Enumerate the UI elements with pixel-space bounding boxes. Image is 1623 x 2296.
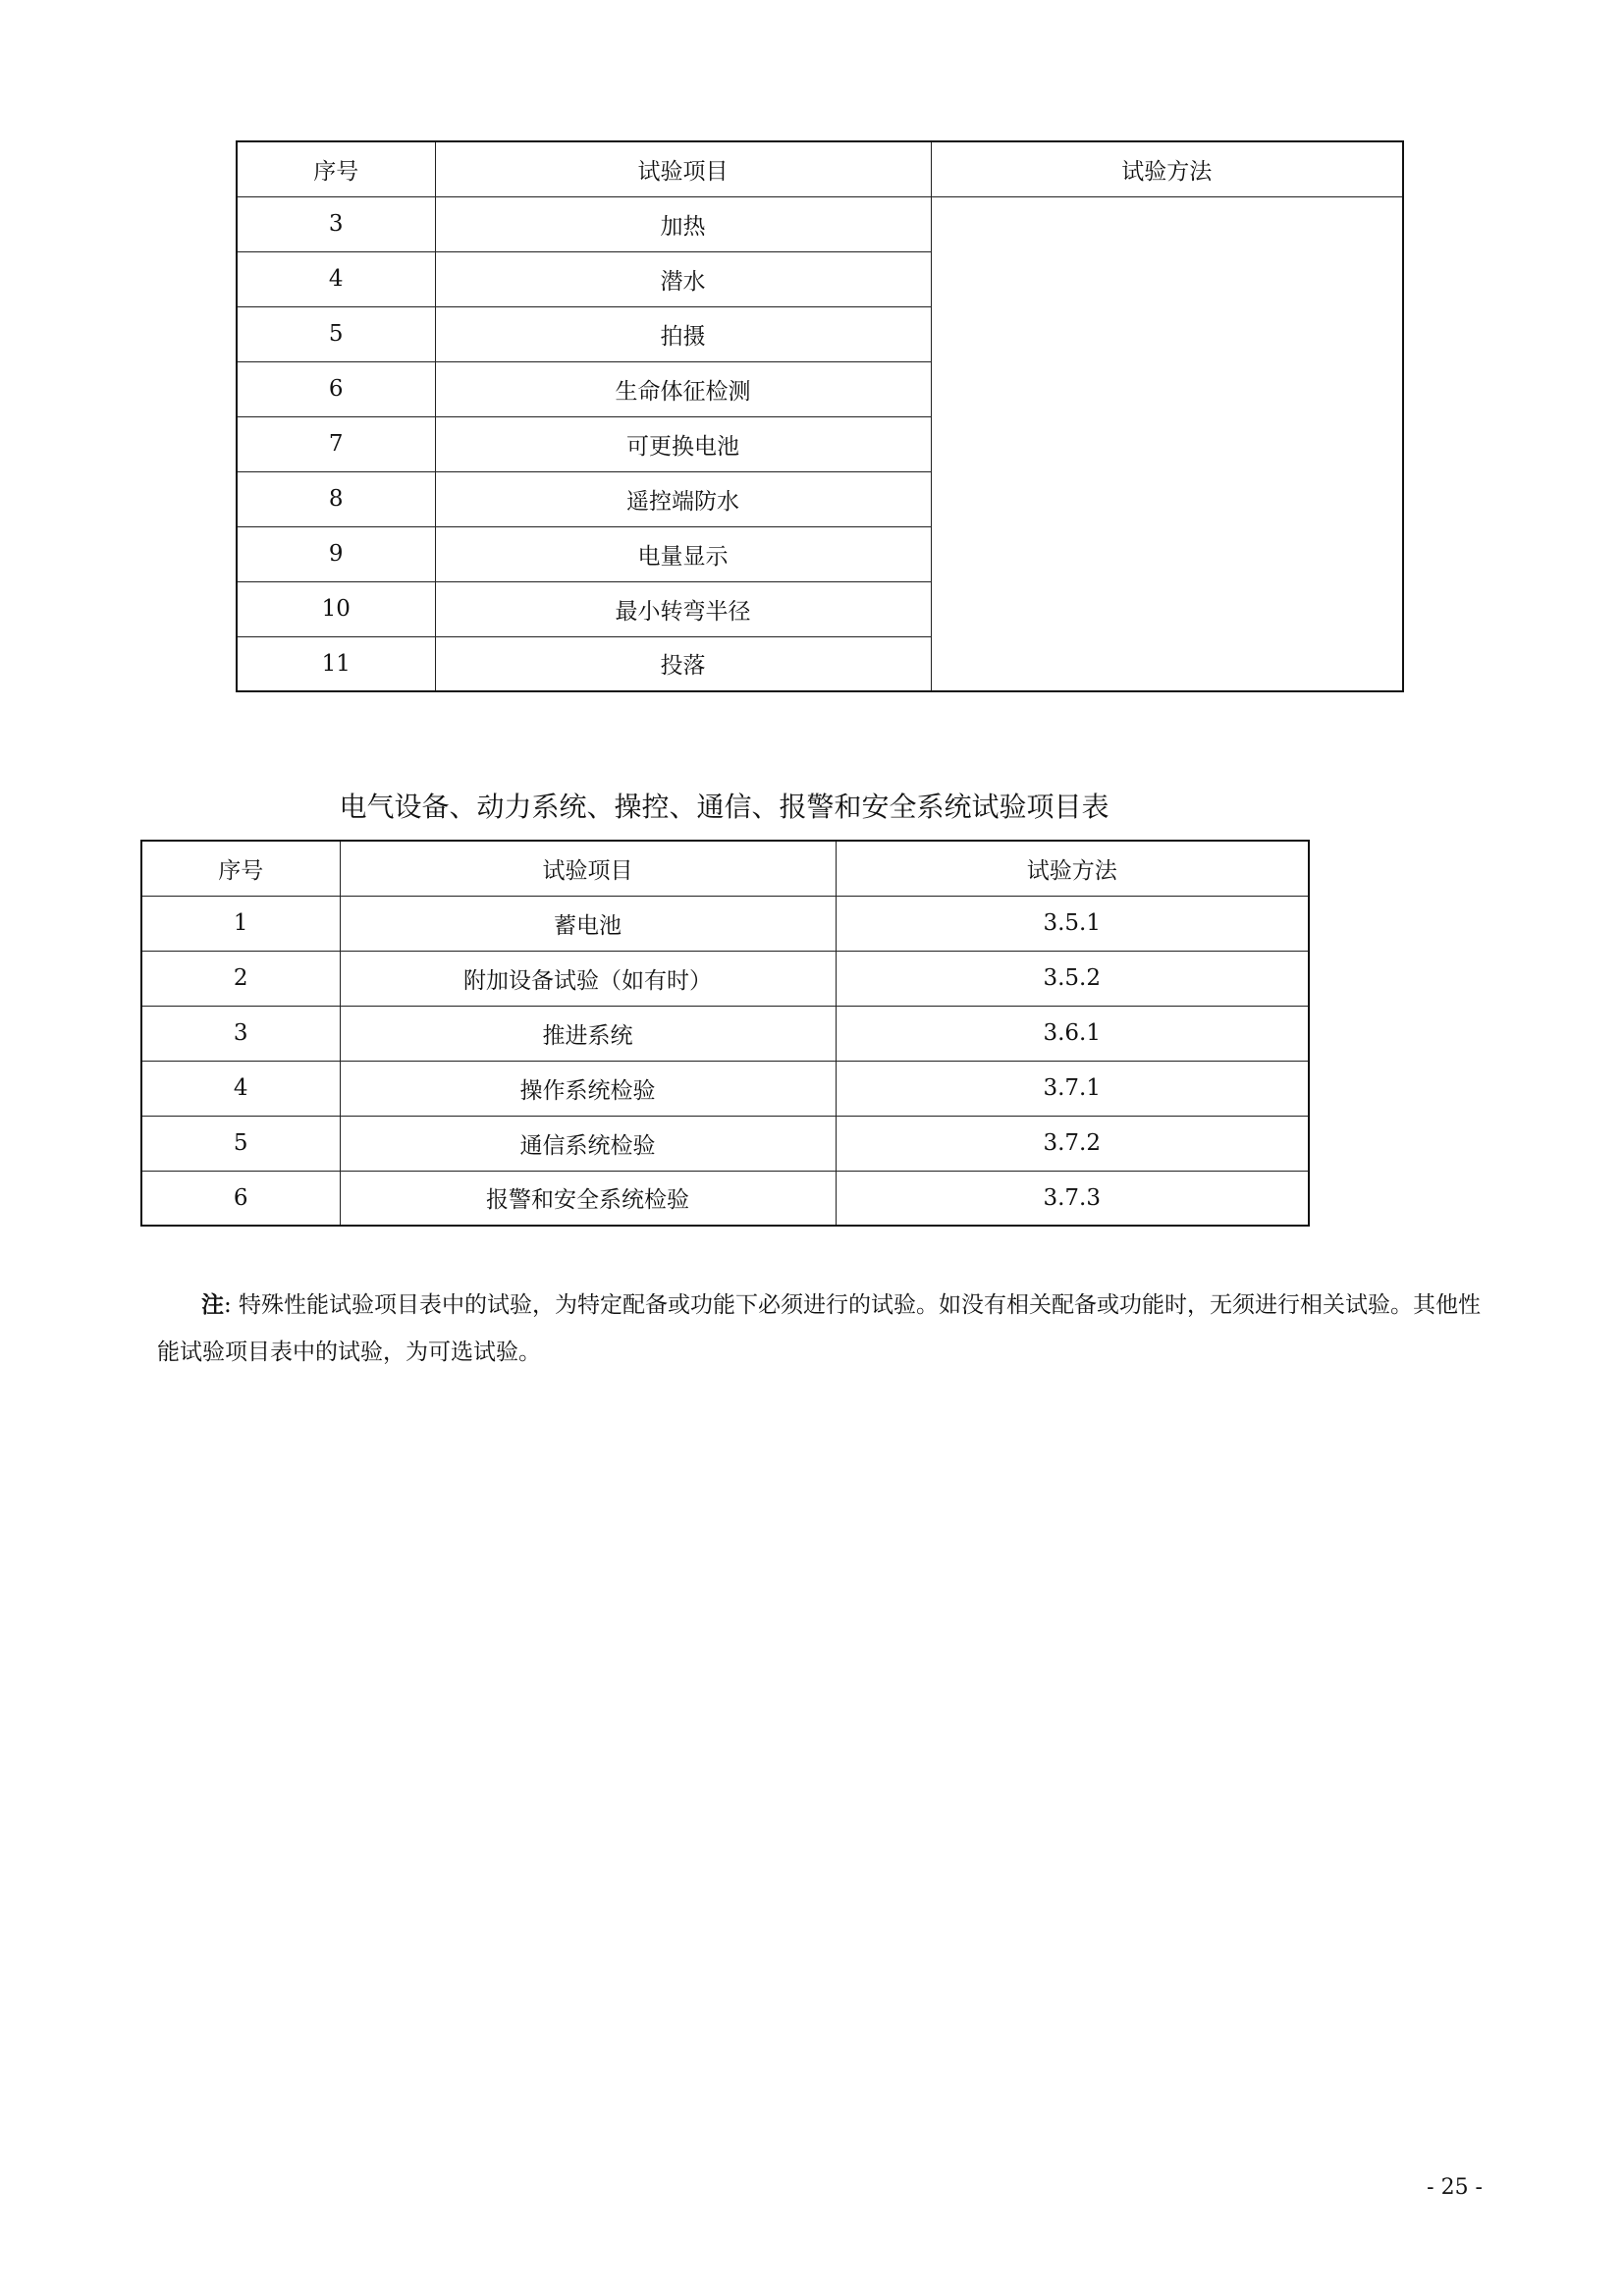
- table-row: [141, 1116, 1309, 1171]
- row-item: 推进系统: [340, 1006, 836, 1061]
- header-no: 序号: [141, 841, 340, 896]
- table-header-row: [141, 841, 1309, 896]
- row-no: 4: [237, 251, 435, 306]
- row-no: 6: [141, 1171, 340, 1226]
- row-no: 7: [237, 416, 435, 471]
- page-number: - 25 -: [1427, 2175, 1483, 2200]
- row-no: 2: [141, 951, 340, 1006]
- row-no: 3: [141, 1006, 340, 1061]
- row-item: 蓄电池: [340, 896, 836, 951]
- row-item: 拍摄: [435, 306, 931, 361]
- row-item: 加热: [435, 196, 931, 251]
- table-row: [141, 1061, 1309, 1116]
- table-row: [141, 951, 1309, 1006]
- note-text: : 特殊性能试验项目表中的试验，为特定配备或功能下必须进行的试验。如没有相关配备或功能时，无须进行相关试验。其他性能试验项目表中的试验，为可选试验。: [157, 1292, 1482, 1365]
- table2-title: 电气设备、动力系统、操控、通信、报警和安全系统试验项目表: [339, 791, 1109, 823]
- table-row: [237, 196, 1403, 251]
- row-method: 3.6.1: [836, 1006, 1309, 1061]
- row-item: 报警和安全系统检验: [340, 1171, 836, 1226]
- row-no: 3: [237, 196, 435, 251]
- row-no: 10: [237, 581, 435, 636]
- row-method: 3.5.1: [836, 896, 1309, 951]
- row-item: 生命体征检测: [435, 361, 931, 416]
- row-no: 4: [141, 1061, 340, 1116]
- row-item: 可更换电池: [435, 416, 931, 471]
- header-method: 试验方法: [836, 841, 1309, 896]
- row-item: 最小转弯半径: [435, 581, 931, 636]
- row-item: 通信系统检验: [340, 1116, 836, 1171]
- row-no: 5: [141, 1116, 340, 1171]
- row-no: 9: [237, 526, 435, 581]
- header-method: 试验方法: [931, 141, 1403, 196]
- row-item: 操作系统检验: [340, 1061, 836, 1116]
- merged-method-cell: [931, 196, 1403, 691]
- header-item: 试验项目: [340, 841, 836, 896]
- row-no: 8: [237, 471, 435, 526]
- table-row: [141, 1171, 1309, 1226]
- row-method: 3.7.3: [836, 1171, 1309, 1226]
- header-item: 试验项目: [435, 141, 931, 196]
- row-item: 潜水: [435, 251, 931, 306]
- note-label: 注: [201, 1292, 224, 1318]
- table-row: [141, 1006, 1309, 1061]
- row-no: 6: [237, 361, 435, 416]
- row-no: 5: [237, 306, 435, 361]
- header-no: 序号: [237, 141, 435, 196]
- row-no: 11: [237, 636, 435, 691]
- row-method: 3.7.2: [836, 1116, 1309, 1171]
- row-method: 3.5.2: [836, 951, 1309, 1006]
- electrical-systems-tests-table: [140, 840, 1310, 1227]
- row-item: 电量显示: [435, 526, 931, 581]
- row-no: 1: [141, 896, 340, 951]
- row-item: 附加设备试验（如有时）: [340, 951, 836, 1006]
- row-method: 3.7.1: [836, 1061, 1309, 1116]
- table-row: [141, 896, 1309, 951]
- special-tests-table: [236, 140, 1404, 692]
- note-paragraph: [157, 1282, 1488, 1376]
- row-item: 投落: [435, 636, 931, 691]
- table-header-row: [237, 141, 1403, 196]
- row-item: 遥控端防水: [435, 471, 931, 526]
